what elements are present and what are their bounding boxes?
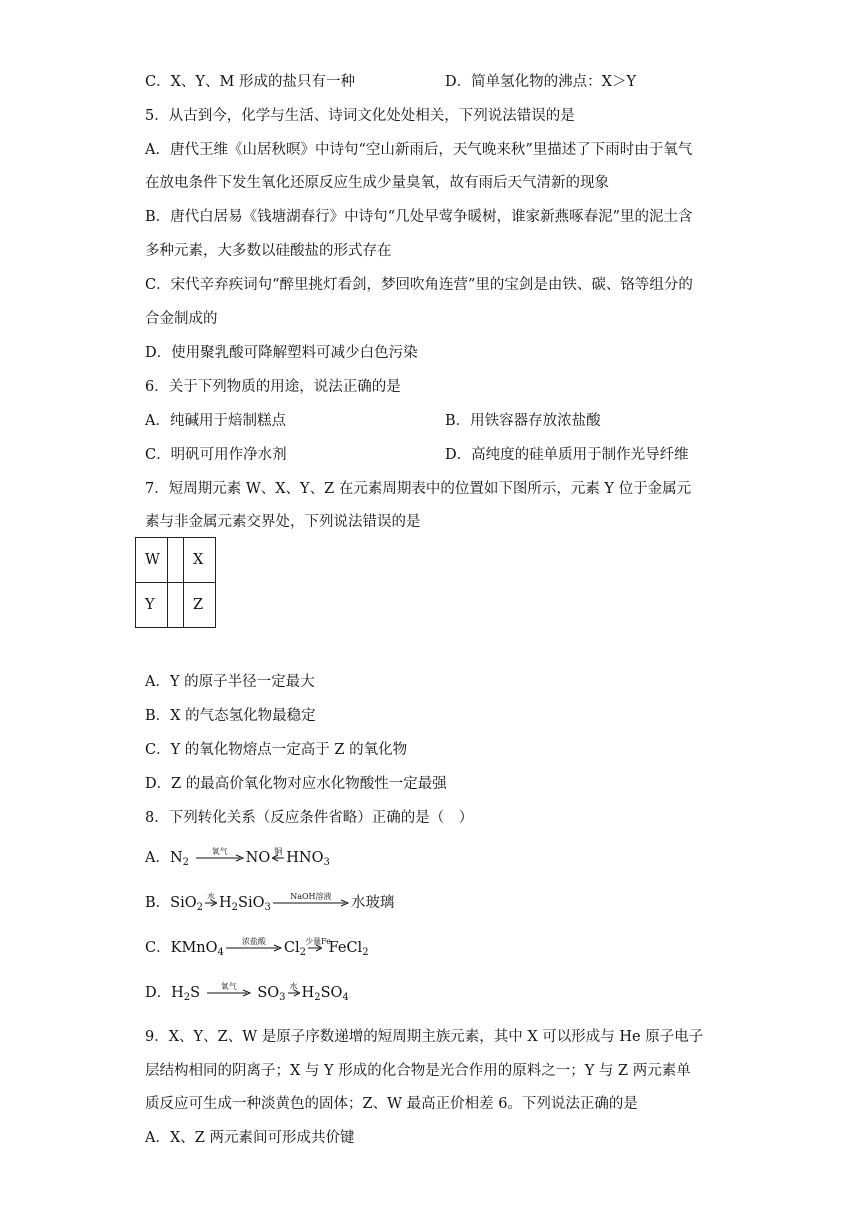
q6-option-d: D．高纯度的硅单质用于制作光导纤维 bbox=[445, 447, 689, 463]
q9-stem-line1: 9．X、Y、Z、W 是原子序数递增的短周期主族元素，其中 X 可以形成与 He 原子电子 bbox=[145, 1029, 704, 1045]
q5-option-a-line2: 在放电条件下发生氧化还原反应生成少量臭氧，故有雨后天气清新的现象 bbox=[145, 175, 609, 191]
q8-option-c: C．KMnO$_4$ 浓盐酸 $Cl_2$ 少量Fe FeCl$_2$ bbox=[145, 937, 369, 958]
q4-option-d: D．简单氢化物的沸点：X＞Y bbox=[445, 74, 637, 90]
q9-stem-line3: 质反应可生成一种淡黄色的固体；Z、W 最高正价相差 6。下列说法正确的是 bbox=[145, 1096, 638, 1112]
cell-empty bbox=[168, 583, 184, 628]
q6-option-a: A．纯碱用于焙制糕点 bbox=[145, 413, 286, 429]
cell-w: W bbox=[136, 538, 168, 583]
cell-y: Y bbox=[136, 583, 168, 628]
q7-option-b: B．X 的气态氢化物最稳定 bbox=[145, 708, 316, 724]
q7-stem-line1: 7．短周期元素 W、X、Y、Z 在元素周期表中的位置如下图所示，元素 Y 位于金属元 bbox=[145, 481, 692, 497]
left-arrow-icon: 铜 bbox=[272, 854, 284, 862]
q5-option-a-line1: A．唐代王维《山居秋暝》中诗句“空山新雨后，天气晚来秋”里描述了下雨时由于氧气 bbox=[145, 142, 693, 158]
right-arrow-icon: 少量Fe bbox=[308, 944, 322, 952]
q4-option-c: C．X、Y、M 形成的盐只有一种 bbox=[145, 74, 355, 90]
q5-option-b-line2: 多种元素，大多数以硅酸盐的形式存在 bbox=[145, 243, 392, 259]
q8-stem: 8．下列转化关系（反应条件省略）正确的是（ ） bbox=[145, 810, 474, 826]
q5-option-b-line1: B．唐代白居易《钱塘湖春行》中诗句“几处早莺争暖树，谁家新燕啄春泥”里的泥土含 bbox=[145, 209, 693, 225]
q5-option-c-line1: C．宋代辛弃疾词句“醉里挑灯看剑，梦回吹角连营”里的宝剑是由铁、碳、铬等组分的 bbox=[145, 277, 693, 293]
q5-stem: 5．从古到今，化学与生活、诗词文化处处相关，下列说法错误的是 bbox=[145, 108, 575, 124]
right-arrow-icon: 水 bbox=[205, 899, 217, 907]
q8-option-a: A．$N_2$ 氧气 NO 铜 $HNO_3$ bbox=[145, 847, 330, 868]
cell-empty bbox=[168, 538, 184, 583]
q7-option-c: C．Y 的氧化物熔点一定高于 Z 的氧化物 bbox=[145, 742, 408, 758]
right-arrow-icon: 水 bbox=[288, 989, 300, 997]
q5-option-c-line2: 合金制成的 bbox=[145, 311, 218, 327]
right-arrow-icon: 氧气 bbox=[196, 854, 244, 862]
right-arrow-icon: NaOH溶液 bbox=[273, 899, 349, 907]
q7-option-a: A．Y 的原子半径一定最大 bbox=[145, 674, 315, 690]
periodic-position-table bbox=[135, 537, 216, 628]
right-arrow-icon: 氧气 bbox=[207, 989, 251, 997]
q8-option-d: D．$H_2S$ 氧气 $SO_3$ 水 $H_2SO_4$ bbox=[145, 982, 349, 1003]
q6-option-c: C．明矾可用作净水剂 bbox=[145, 447, 287, 463]
q7-stem-line2: 素与非金属元素交界处，下列说法错误的是 bbox=[145, 514, 421, 530]
q9-stem-line2: 层结构相同的阴离子；X 与 Y 形成的化合物是光合作用的原料之一；Y 与 Z 两元素单 bbox=[145, 1063, 691, 1079]
q6-option-b: B．用铁容器存放浓盐酸 bbox=[445, 413, 601, 429]
cell-x: X bbox=[184, 538, 216, 583]
q7-option-d: D．Z 的最高价氧化物对应水化物酸性一定最强 bbox=[145, 776, 447, 792]
q6-stem: 6．关于下列物质的用途，说法正确的是 bbox=[145, 379, 401, 395]
right-arrow-icon: 浓盐酸 bbox=[226, 944, 282, 952]
q5-option-d: D．使用聚乳酸可降解塑料可减少白色污染 bbox=[145, 345, 418, 361]
q8-option-b: B．SiO$_2$ 水 $H_2SiO_3$ NaOH溶液 水玻璃 bbox=[145, 892, 395, 913]
cell-z: Z bbox=[184, 583, 216, 628]
q9-option-a: A．X、Z 两元素间可形成共价键 bbox=[145, 1130, 355, 1146]
